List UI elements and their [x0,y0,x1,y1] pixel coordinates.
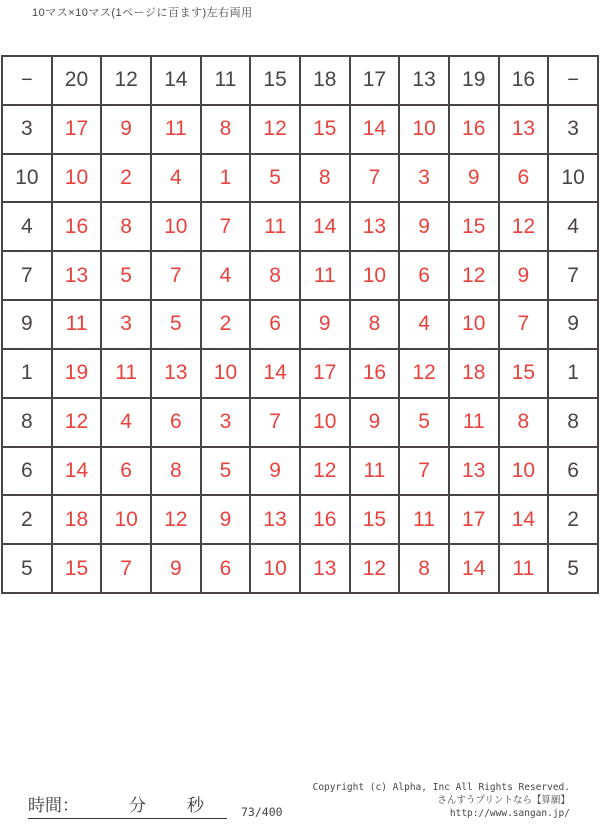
answer-cell-r4-c2: 5 [101,251,151,300]
answer-cell-r3-c4: 7 [201,202,251,251]
answer-cell-r5-c3: 5 [151,300,201,349]
answer-cell-r4-c1: 13 [52,251,102,300]
answer-cell-r8-c9: 13 [449,447,499,496]
answer-cell-r4-c6: 11 [300,251,350,300]
left-header-cell-1: 3 [2,105,52,154]
answer-cell-r5-c6: 9 [300,300,350,349]
answer-cell-r4-c4: 4 [201,251,251,300]
answer-cell-r8-c2: 6 [101,447,151,496]
answer-cell-r2-c9: 9 [449,154,499,203]
answer-cell-r5-c1: 11 [52,300,102,349]
answer-cell-r2-c3: 4 [151,154,201,203]
right-header-cell-7: 8 [548,398,598,447]
answer-cell-r7-c5: 7 [250,398,300,447]
grid-row-10 [2,544,598,593]
top-header-cell-3: 14 [151,56,201,105]
operator-cell-left: − [2,56,52,105]
answer-cell-r8-c6: 12 [300,447,350,496]
left-header-cell-6: 1 [2,349,52,398]
answer-cell-r10-c1: 15 [52,544,102,593]
grid-row-5 [2,300,598,349]
answer-cell-r9-c4: 9 [201,495,251,544]
top-header-cell-4: 11 [201,56,251,105]
answer-cell-r5-c7: 8 [350,300,400,349]
answer-cell-r8-c8: 7 [399,447,449,496]
left-header-cell-5: 9 [2,300,52,349]
answer-cell-r2-c10: 6 [499,154,549,203]
copyright-line-1: Copyright (c) Alpha, Inc All Rights Reserved. [312,782,570,793]
answer-cell-r9-c8: 11 [399,495,449,544]
left-header-cell-4: 7 [2,251,52,300]
answer-cell-r3-c6: 14 [300,202,350,251]
answer-cell-r4-c3: 7 [151,251,201,300]
answer-cell-r3-c8: 9 [399,202,449,251]
time-label: 時間： [28,796,79,815]
answer-cell-r1-c7: 14 [350,105,400,154]
time-entry-line [28,797,227,819]
answer-cell-r8-c7: 11 [350,447,400,496]
answer-cell-r2-c5: 5 [250,154,300,203]
grid-row-8 [2,447,598,496]
answer-cell-r7-c8: 5 [399,398,449,447]
answer-cell-r4-c9: 12 [449,251,499,300]
answer-cell-r5-c8: 4 [399,300,449,349]
answer-cell-r7-c3: 6 [151,398,201,447]
answer-cell-r5-c5: 6 [250,300,300,349]
answer-cell-r4-c10: 9 [499,251,549,300]
minutes-label: 分 [129,796,146,815]
copyright-block [313,781,570,820]
answer-cell-r10-c5: 10 [250,544,300,593]
answer-cell-r2-c6: 8 [300,154,350,203]
top-header-cell-9: 19 [449,56,499,105]
answer-cell-r8-c5: 9 [250,447,300,496]
grid-row-2 [2,154,598,203]
answer-cell-r10-c2: 7 [101,544,151,593]
hundred-square-grid [1,55,599,594]
answer-cell-r1-c5: 12 [250,105,300,154]
answer-cell-r2-c7: 7 [350,154,400,203]
top-header-cell-6: 18 [300,56,350,105]
answer-cell-r10-c9: 14 [449,544,499,593]
answer-cell-r7-c7: 9 [350,398,400,447]
answer-cell-r1-c10: 13 [499,105,549,154]
answer-cell-r1-c9: 16 [449,105,499,154]
answer-cell-r9-c2: 10 [101,495,151,544]
answer-cell-r4-c7: 10 [350,251,400,300]
answer-cell-r9-c9: 17 [449,495,499,544]
answer-cell-r9-c10: 14 [499,495,549,544]
grid-row-9 [2,495,598,544]
right-header-cell-9: 2 [548,495,598,544]
answer-cell-r2-c8: 3 [399,154,449,203]
answer-cell-r9-c6: 16 [300,495,350,544]
answer-cell-r1-c1: 17 [52,105,102,154]
answer-cell-r8-c10: 10 [499,447,549,496]
answer-cell-r6-c9: 18 [449,349,499,398]
left-header-cell-2: 10 [2,154,52,203]
left-header-cell-7: 8 [2,398,52,447]
right-header-cell-3: 4 [548,202,598,251]
answer-cell-r10-c6: 13 [300,544,350,593]
top-header-cell-1: 20 [52,56,102,105]
answer-cell-r6-c4: 10 [201,349,251,398]
answer-cell-r1-c2: 9 [101,105,151,154]
right-header-cell-1: 3 [548,105,598,154]
answer-cell-r9-c3: 12 [151,495,201,544]
answer-cell-r6-c6: 17 [300,349,350,398]
answer-cell-r8-c4: 5 [201,447,251,496]
answer-cell-r10-c3: 9 [151,544,201,593]
answer-cell-r3-c10: 12 [499,202,549,251]
answer-cell-r6-c7: 16 [350,349,400,398]
answer-cell-r2-c2: 2 [101,154,151,203]
answer-cell-r1-c3: 11 [151,105,201,154]
answer-cell-r6-c8: 12 [399,349,449,398]
answer-cell-r7-c1: 12 [52,398,102,447]
answer-cell-r5-c4: 2 [201,300,251,349]
answer-cell-r6-c2: 11 [101,349,151,398]
answer-cell-r3-c7: 13 [350,202,400,251]
answer-cell-r7-c9: 11 [449,398,499,447]
answer-cell-r5-c2: 3 [101,300,151,349]
worksheet-type-note: 10マス×10マス(1ページに百ます)左右両用 [32,7,253,19]
hundred-square-grid-container [1,55,599,594]
answer-cell-r3-c3: 10 [151,202,201,251]
answer-cell-r6-c5: 14 [250,349,300,398]
answer-cell-r8-c3: 8 [151,447,201,496]
left-header-cell-10: 5 [2,544,52,593]
answer-cell-r4-c5: 8 [250,251,300,300]
page-counter: 73/400 [241,805,283,819]
answer-cell-r5-c10: 7 [499,300,549,349]
copyright-url: http://www.sangan.jp/ [449,808,570,819]
answer-cell-r1-c8: 10 [399,105,449,154]
answer-cell-r3-c1: 16 [52,202,102,251]
top-header-cell-10: 16 [499,56,549,105]
answer-cell-r10-c10: 11 [499,544,549,593]
top-header-cell-2: 12 [101,56,151,105]
right-header-cell-10: 5 [548,544,598,593]
answer-cell-r5-c9: 10 [449,300,499,349]
operator-cell-right: − [548,56,598,105]
right-header-cell-2: 10 [548,154,598,203]
right-header-cell-6: 1 [548,349,598,398]
answer-cell-r6-c3: 13 [151,349,201,398]
left-header-cell-8: 6 [2,447,52,496]
right-header-cell-5: 9 [548,300,598,349]
answer-cell-r7-c2: 4 [101,398,151,447]
answer-cell-r4-c8: 6 [399,251,449,300]
answer-cell-r2-c4: 1 [201,154,251,203]
grid-header-row [2,56,598,105]
answer-cell-r3-c5: 11 [250,202,300,251]
answer-cell-r9-c5: 13 [250,495,300,544]
answer-cell-r9-c1: 18 [52,495,102,544]
answer-cell-r6-c1: 19 [52,349,102,398]
answer-cell-r1-c4: 8 [201,105,251,154]
grid-row-7 [2,398,598,447]
answer-cell-r9-c7: 15 [350,495,400,544]
seconds-label: 秒 [187,796,204,815]
answer-cell-r10-c4: 6 [201,544,251,593]
grid-row-4 [2,251,598,300]
right-header-cell-8: 6 [548,447,598,496]
answer-cell-r6-c10: 15 [499,349,549,398]
grid-row-3 [2,202,598,251]
answer-cell-r8-c1: 14 [52,447,102,496]
answer-cell-r1-c6: 15 [300,105,350,154]
top-header-cell-7: 17 [350,56,400,105]
left-header-cell-9: 2 [2,495,52,544]
answer-cell-r10-c8: 8 [399,544,449,593]
answer-cell-r2-c1: 10 [52,154,102,203]
answer-cell-r7-c4: 3 [201,398,251,447]
answer-cell-r7-c10: 8 [499,398,549,447]
left-header-cell-3: 4 [2,202,52,251]
top-header-cell-5: 15 [250,56,300,105]
copyright-line-2: さんすうプリントなら【算願】 [437,795,570,806]
answer-cell-r3-c2: 8 [101,202,151,251]
answer-cell-r7-c6: 10 [300,398,350,447]
top-header-cell-8: 13 [399,56,449,105]
answer-cell-r10-c7: 12 [350,544,400,593]
answer-cell-r3-c9: 15 [449,202,499,251]
grid-row-6 [2,349,598,398]
grid-row-1 [2,105,598,154]
right-header-cell-4: 7 [548,251,598,300]
grid-body [2,56,598,593]
